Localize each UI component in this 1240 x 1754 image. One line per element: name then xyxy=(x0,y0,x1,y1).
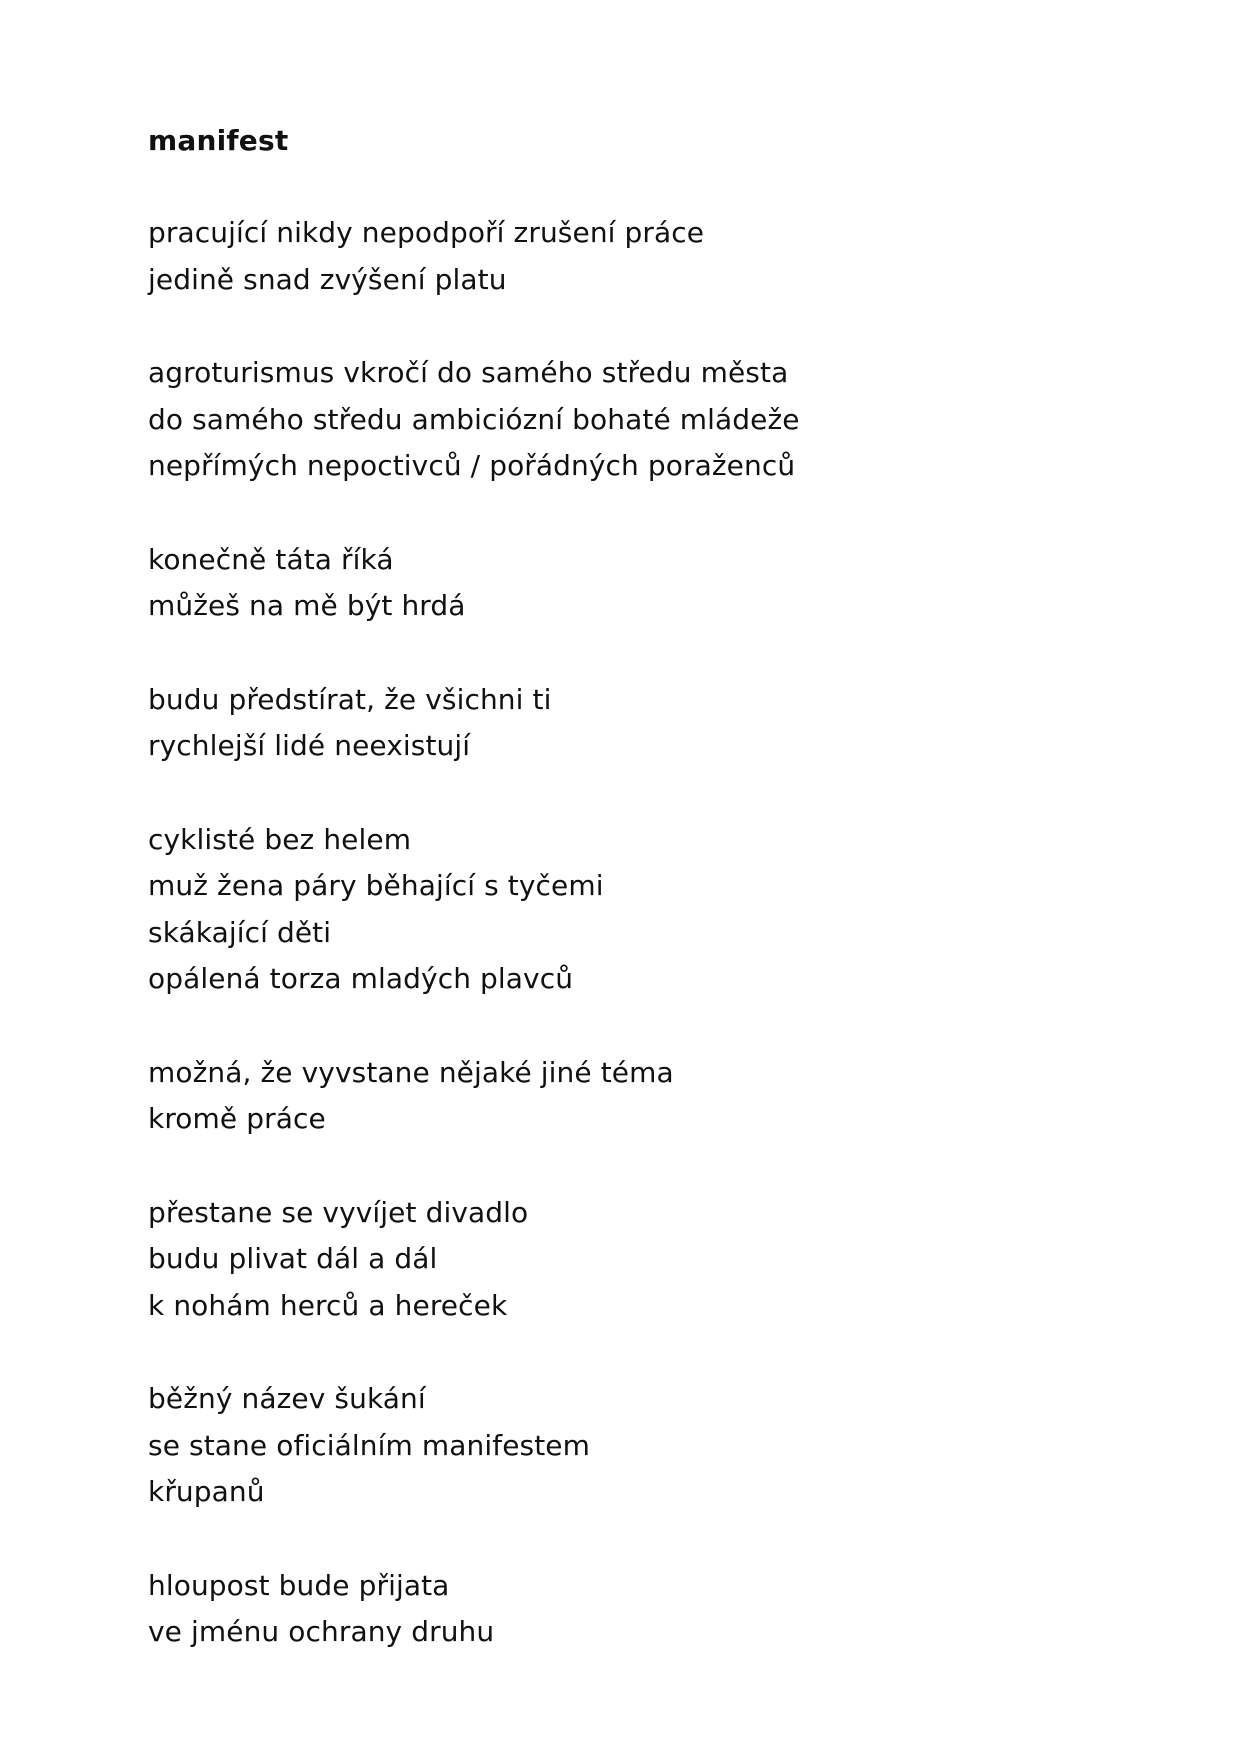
poem-line: nepřímých nepoctivců / pořádných poraženců xyxy=(148,449,796,482)
poem-title: manifest xyxy=(148,124,289,157)
poem-line: hloupost bude přijata xyxy=(148,1568,450,1602)
stanza-5 xyxy=(148,817,1048,1003)
poem-line: jedině snad zvýšení platu xyxy=(148,262,507,296)
poem-line: kromě práce xyxy=(148,1102,326,1135)
poem-line: budu plivat dál a dál xyxy=(148,1242,438,1275)
poem-line: pracující nikdy nepodpoří zrušení práce xyxy=(148,216,705,249)
stanza-7 xyxy=(148,1190,1048,1330)
poem-line: k nohám herců a hereček xyxy=(148,1288,508,1322)
poem xyxy=(148,118,1048,1656)
poem-line: budu předstírat, že všichni ti xyxy=(148,682,552,716)
stanza-4 xyxy=(148,677,1048,770)
stanza-8 xyxy=(148,1376,1048,1516)
stanza-6 xyxy=(148,1050,1048,1143)
poem-line: ve jménu ochrany druhu xyxy=(148,1615,495,1648)
stanza-1 xyxy=(148,210,1048,303)
poem-line: křupanů xyxy=(148,1475,265,1508)
stanza-3 xyxy=(148,537,1048,630)
poem-line: přestane se vyvíjet divadlo xyxy=(148,1195,529,1229)
poem-line: agroturismus vkročí do samého středu města xyxy=(148,356,789,389)
poem-line: můžeš na mě být hrdá xyxy=(148,589,466,622)
poem-line: se stane oficiálním manifestem xyxy=(148,1428,591,1462)
poem-line: konečně táta říká xyxy=(148,542,394,576)
poem-line: opálená torza mladých plavců xyxy=(148,962,574,995)
poem-line: rychlejší lidé neexistují xyxy=(148,729,471,762)
stanza-9 xyxy=(148,1563,1048,1656)
poem-line: běžný název šukání xyxy=(148,1382,426,1415)
poem-line: do samého středu ambiciózní bohaté mládeže xyxy=(148,402,800,436)
poem-line: muž žena páry běhající s tyčemi xyxy=(148,869,604,902)
poem-line: cyklisté bez helem xyxy=(148,822,412,856)
poem-line: možná, že vyvstane nějaké jiné téma xyxy=(148,1055,674,1089)
poem-line: skákající děti xyxy=(148,915,332,949)
stanza-2 xyxy=(148,350,1048,490)
